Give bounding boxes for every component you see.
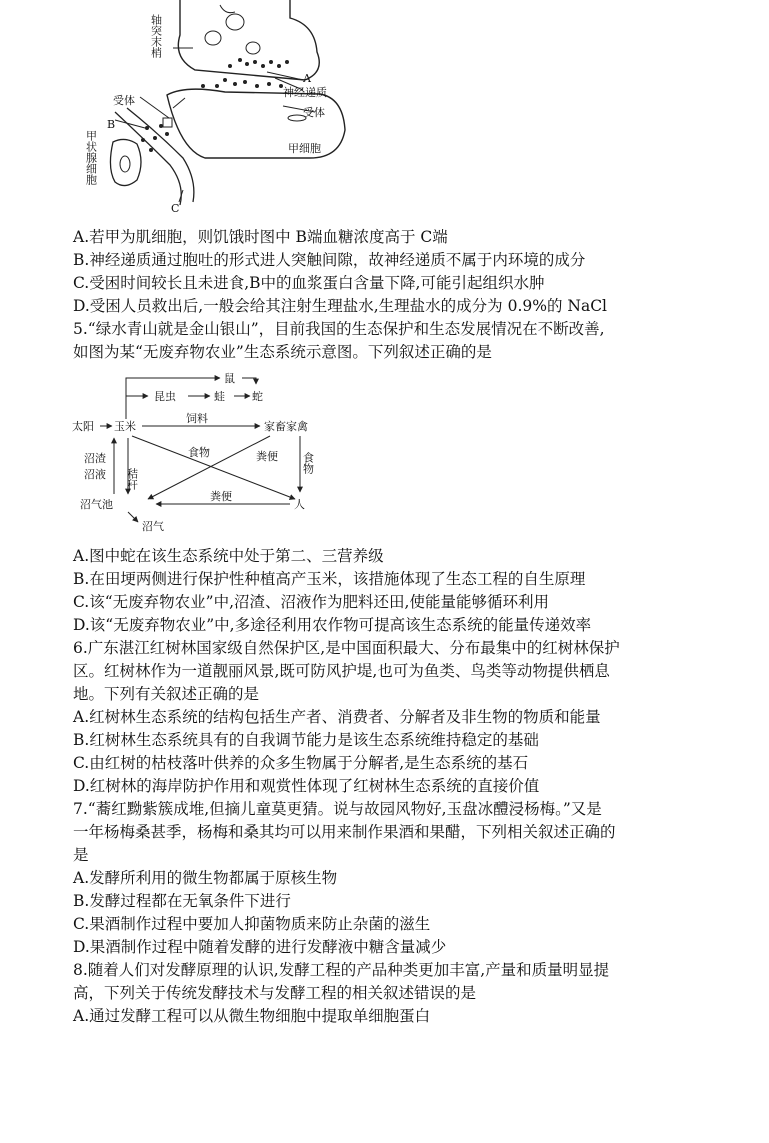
q5-stem-line1: 5.“绿水青山就是金山银山”，目前我国的生态保护和生态发展情况在不断改善, — [73, 320, 605, 338]
eco-snake: 蛇 — [252, 390, 263, 403]
eco-livestock: 家畜家禽 — [264, 420, 308, 433]
q8-stem-line2: 高，下列关于传统发酵技术与发酵工程的相关叙述错误的是 — [73, 984, 477, 1002]
eco-manure1: 粪便 — [256, 450, 278, 463]
eco-food1: 食物 — [188, 446, 210, 459]
eco-corn: 玉米 — [114, 420, 136, 433]
q7-option-b: B.发酵过程都在无氧条件下进行 — [73, 892, 291, 910]
label-neurotransmitter: 神经递质 — [283, 86, 327, 99]
q7-option-d: D.果酒制作过程中随着发酵的进行发酵液中糖含量减少 — [73, 938, 447, 956]
eco-sun: 太阳 — [72, 420, 94, 433]
q6-stem-line3: 地。下列有关叙述正确的是 — [73, 685, 260, 703]
label-thyroid-cell: 甲状腺细胞 — [85, 130, 98, 185]
q6-option-b: B.红树林生态系统具有的自我调节能力是该生态系统维持稳定的基础 — [73, 731, 539, 749]
q7-stem-line2: 一年杨梅桑甚季，杨梅和桑其均可以用来制作果酒和果醋，下列相关叙述正确的 — [73, 823, 616, 841]
q4-option-d: D.受困人员救出后,一般会给其注射生理盐水,生理盐水的成分为 0.9%的 NaCl — [73, 297, 608, 315]
eco-insect: 昆虫 — [154, 390, 176, 403]
label-receptor-right: 受体 — [303, 106, 325, 119]
q4-option-b: B.神经递质通过胞吐的形式进人突触间隙，故神经递质不属于内环境的成分 — [73, 251, 586, 269]
axon-terminal-shape — [178, 0, 319, 80]
eco-human: 人 — [294, 498, 305, 511]
q6-option-d: D.红树林的海岸防护作用和观赏性体现了红树林生态系统的直接价值 — [73, 777, 540, 795]
label-cell-a: 甲细胞 — [288, 142, 321, 155]
label-C: C — [171, 202, 180, 215]
eco-frog: 蛙 — [214, 390, 225, 403]
q5-option-c: C.该“无废弃物农业”中,沼渣、沼液作为肥料还田,使能量能够循环利用 — [73, 593, 549, 611]
q6-stem-line1: 6.广东湛江红树林国家级自然保护区,是中国面积最大、分布最集中的红树林保护 — [73, 639, 620, 657]
q8-stem-line1: 8.随着人们对发酵原理的认识,发酵工程的产品种类更加丰富,产量和质量明显提 — [73, 961, 610, 979]
label-receptor-left: 受体 — [113, 94, 135, 107]
eco-biogas-pool: 沼气池 — [80, 498, 113, 511]
q7-stem-line3: 是 — [73, 846, 89, 864]
label-A: A — [303, 72, 311, 85]
eco-rat: 鼠 — [224, 372, 235, 385]
q7-stem-line1: 7.“蕎红黝紫簇成堆,但摘儿童莫更猜。说与故园风物好,玉盘冰醴浸杨梅。”又是 — [73, 800, 602, 818]
q6-option-c: C.由红树的枯枝落叶供养的众多生物属于分解者,是生态系统的基石 — [73, 754, 529, 772]
synapse-diagram — [85, 0, 375, 215]
q6-stem-line2: 区。红树林作为一道靓丽风景,既可防风护堤,也可为鱼类、鸟类等动物提供栖息 — [73, 662, 610, 680]
receptor-box — [163, 118, 172, 127]
q5-option-a: A.图中蛇在该生态系统中处于第二、三营养级 — [73, 547, 384, 565]
q5-stem-line2: 如图为某“无废弃物农业”生态系统示意图。下列叙述正确的是 — [73, 343, 492, 361]
q6-option-a: A.红树林生态系统的结构包括生产者、消费者、分解者及非生物的物质和能量 — [73, 708, 601, 726]
eco-manure2: 粪便 — [210, 490, 232, 503]
eco-feed: 饲料 — [186, 412, 208, 425]
eco-residue1: 沼渣 — [84, 452, 106, 465]
q8-option-a: A.通过发酵工程可以从微生物细胞中提取单细胞蛋白 — [73, 1007, 431, 1025]
ecosystem-diagram — [70, 364, 340, 536]
label-B: B — [107, 118, 116, 131]
eco-food2: 食物 — [301, 452, 315, 474]
eco-residue2: 沼液 — [84, 468, 106, 481]
q5-option-d: D.该“无废弃物农业”中,多途径利用农作物可提高该生态系统的能量传递效率 — [73, 616, 592, 634]
thyroid-cell-shape — [110, 139, 141, 185]
label-axon-terminal: 轴突末梢 — [149, 14, 163, 58]
q7-option-a: A.发酵所利用的微生物都属于原核生物 — [73, 869, 338, 887]
q4-option-c: C.受困时间较长且未进食,B中的血浆蛋白含量下降,可能引起组织水肿 — [73, 274, 545, 292]
q5-option-b: B.在田埂两侧进行保护性种植高产玉米，该措施体现了生态工程的自生原理 — [73, 570, 586, 588]
q7-option-c: C.果酒制作过程中要加人抑菌物质来防止杂菌的滋生 — [73, 915, 431, 933]
eco-straw: 秸秆 — [125, 468, 139, 490]
q4-option-a: A.若甲为肌细胞，则饥饿时图中 B端血糖浓度高于 C端 — [73, 228, 448, 246]
eco-biogas: 沼气 — [142, 520, 164, 533]
